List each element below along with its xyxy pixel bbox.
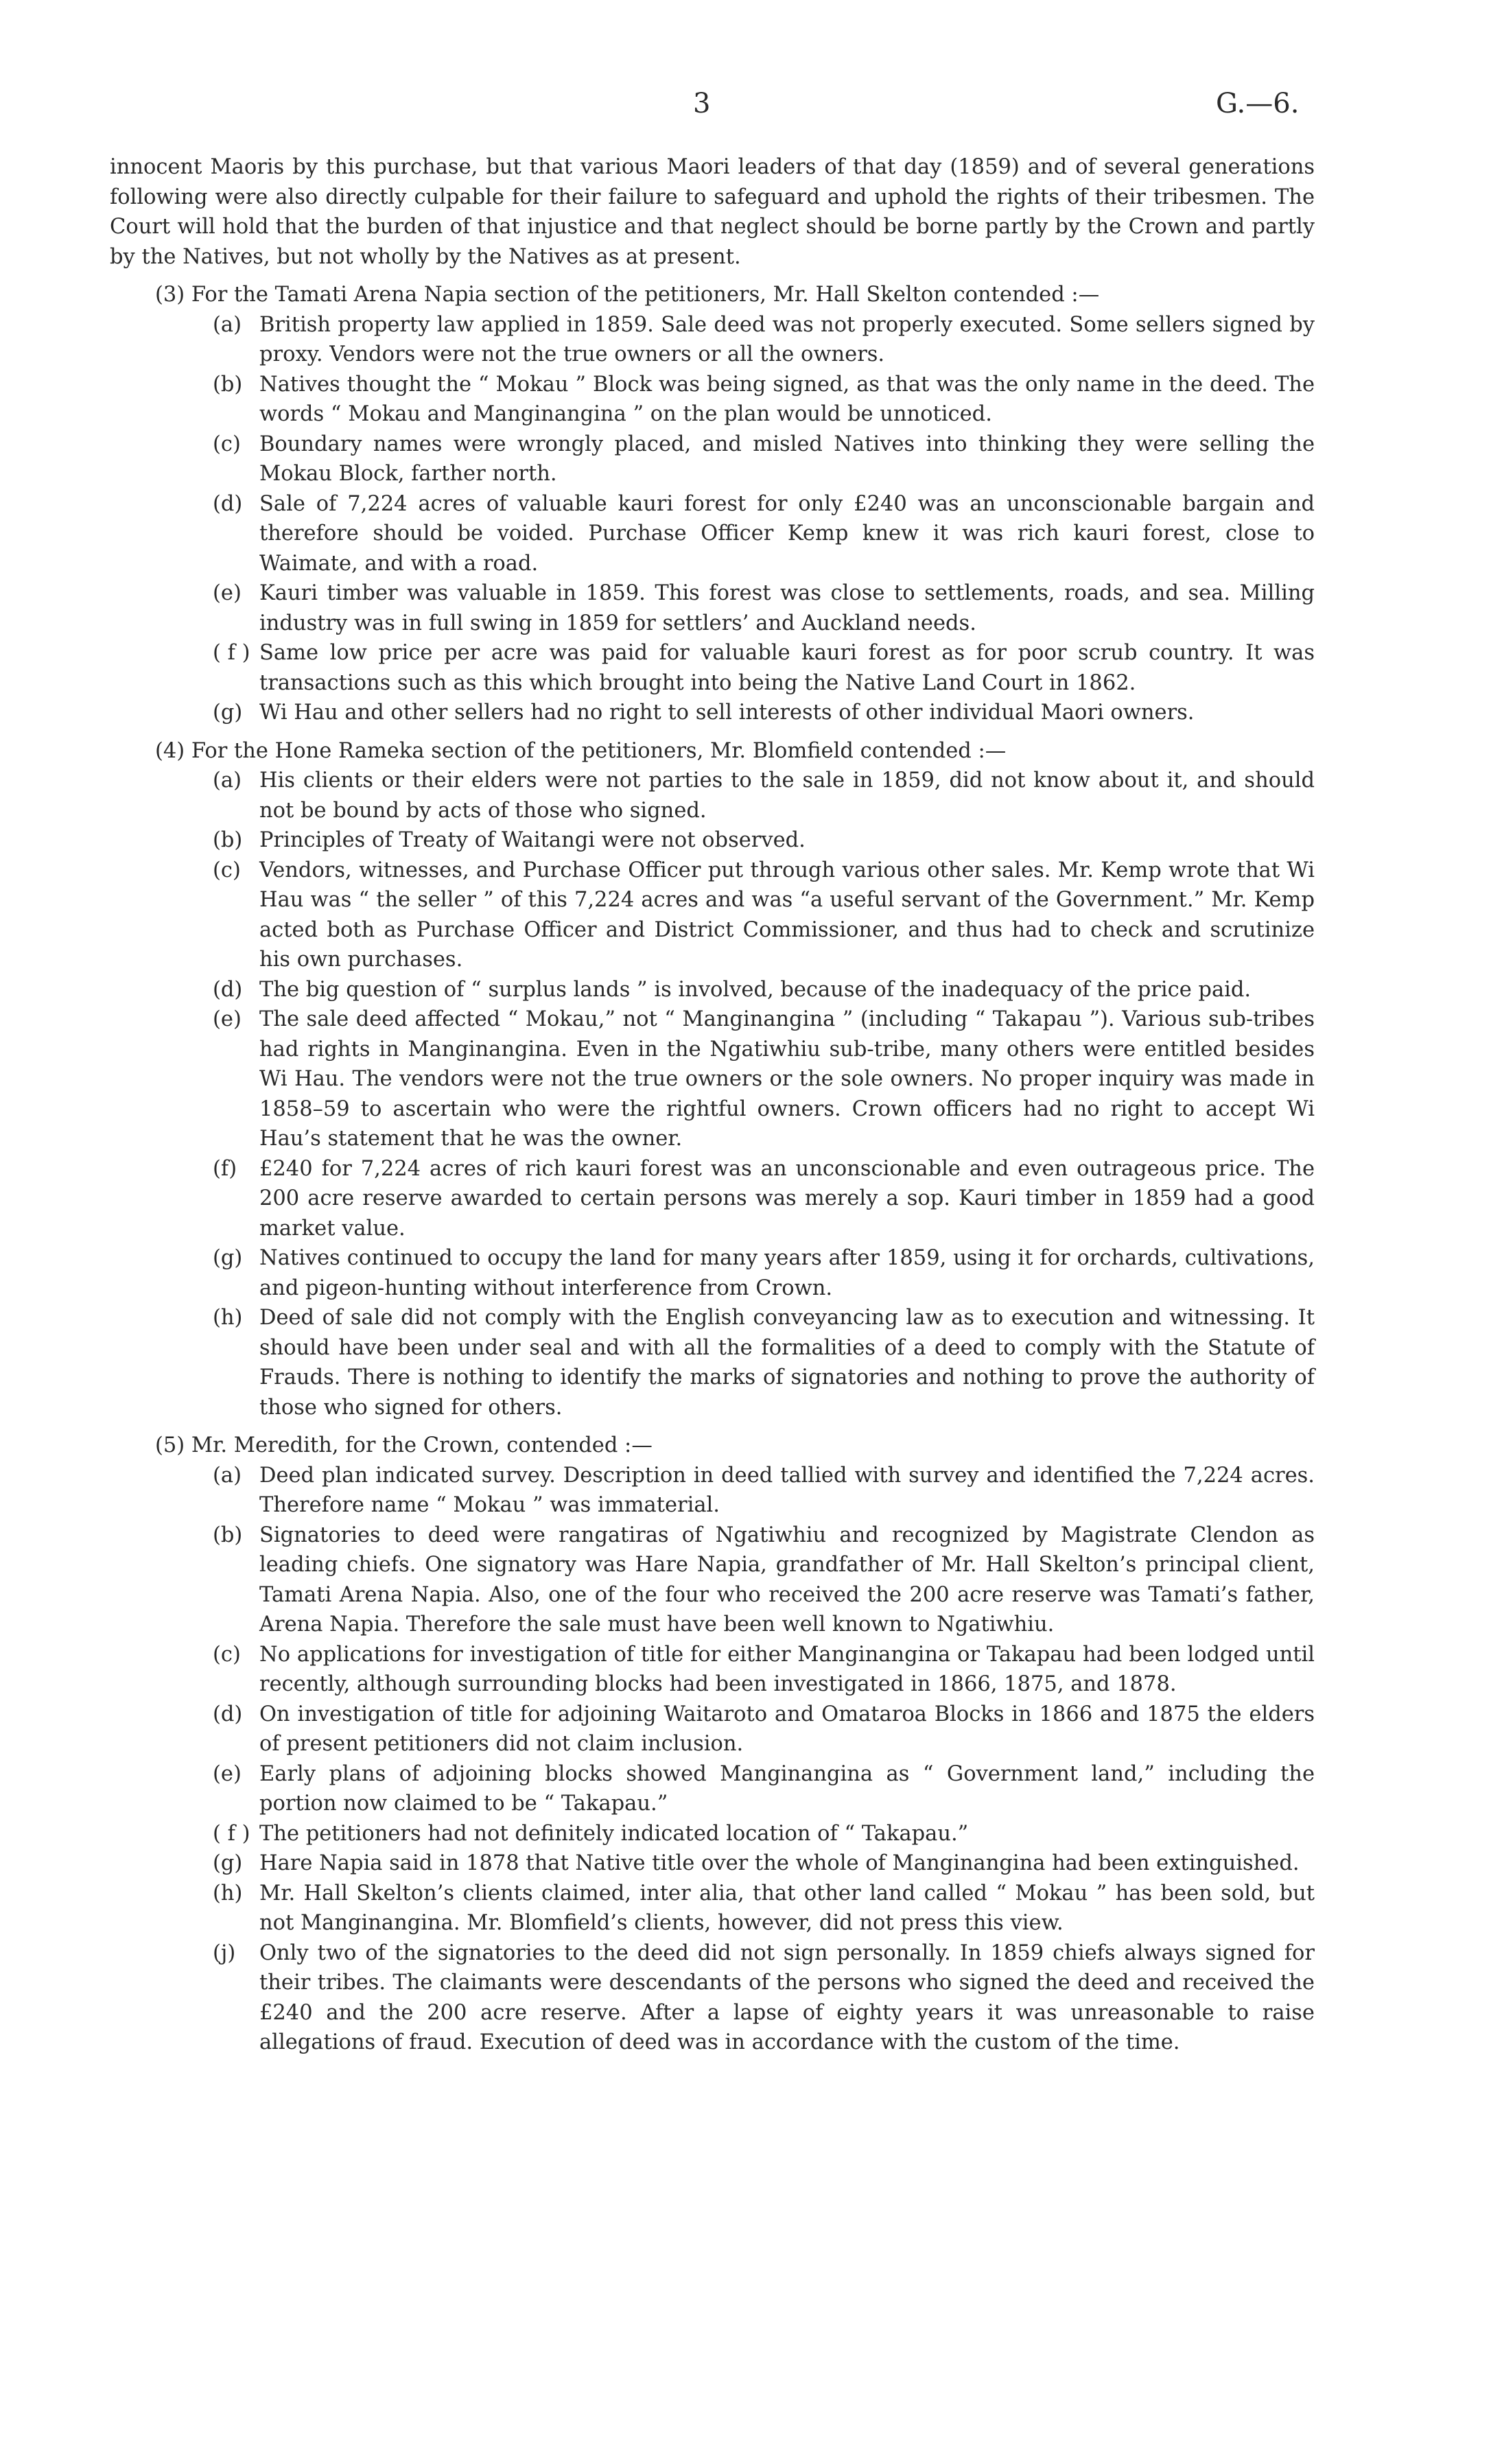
contention-item — [110, 489, 1315, 579]
item-label: (c) — [213, 1642, 241, 1667]
item-text: £240 for 7,224 acres of rich kauri forest was an unconscionable and even outrageous price. The 200 acre reserve awarded to certain persons was merely a sop. Kauri timber in 1859 had a good market value. — [259, 1156, 1315, 1241]
contention-item — [110, 975, 1315, 1005]
item-text: Wi Hau and other sellers had no right to sell interests of other individual Maori owners. — [259, 701, 1195, 725]
contention-list — [110, 766, 1315, 1422]
item-text: Deed plan indicated survey. Description in deed tallied with survey and identified the 7,224 acres. Therefore name “ Mokau ” was immaterial. — [259, 1463, 1315, 1517]
contention-item — [110, 1819, 1315, 1849]
intro-paragraph: innocent Maoris by this purchase, but that various Maori leaders of that day (1859) and of several generations following were also directly culpable for their failure to safeguard and uphold the rights of their tribesmen. The Court will hold that the burden of that injustice and that neglect should be borne partly by the Crown and partly by the Natives, but not wholly by the Natives as at present. — [110, 155, 1315, 269]
contention-item — [110, 1461, 1315, 1521]
item-label: (f) — [213, 1156, 237, 1181]
item-label: (a) — [213, 1463, 242, 1488]
contention-item — [110, 638, 1315, 698]
contention-item — [110, 698, 1315, 728]
item-text: Natives thought the “ Mokau ” Block was being signed, as that was the only name in the deed. The words “ Mokau and Manginangina ” on the plan would be unnoticed. — [259, 372, 1315, 426]
item-label: (g) — [213, 701, 243, 725]
item-text: Principles of Treaty of Waitangi were not observed. — [259, 828, 806, 852]
item-text: No applications for investigation of title for either Manginangina or Takapau had been lodged until recently, although surrounding blocks had been investigated in 1866, 1875, and 1878. — [259, 1642, 1315, 1696]
sections-container — [110, 280, 1315, 2058]
item-text: Vendors, witnesses, and Purchase Officer put through various other sales. Mr. Kemp wrote that Wi Hau was “ the seller ” of this 7,224 acres and was “a useful servant of the Government.” Mr. Kemp acted both as Purchase Officer and District Commissioner, and thus had to check and scrutinize his own purchases. — [259, 858, 1315, 972]
contention-item — [110, 1521, 1315, 1640]
contention-item — [110, 1700, 1315, 1759]
item-label: (e) — [213, 1007, 242, 1031]
contention-list — [110, 310, 1315, 728]
page-number: 3 — [693, 88, 711, 119]
item-text: Natives continued to occupy the land for many years after 1859, using it for orchards, cultivations, and pigeon-hunting without interference from Crown. — [259, 1246, 1315, 1300]
contention-item — [110, 370, 1315, 430]
item-label: (d) — [213, 491, 243, 516]
item-label: (g) — [213, 1246, 243, 1270]
section-heading: (3) For the Tamati Arena Napia section of the petitioners, Mr. Hall Skelton contended :— — [155, 283, 1100, 307]
item-label: (h) — [213, 1881, 243, 1905]
item-label: (e) — [213, 581, 242, 605]
item-label: (c) — [213, 858, 241, 882]
item-text: On investigation of title for adjoining Waitaroto and Omataroa Blocks in 1866 and 1875 the elders of present petitioners did not claim inclusion. — [259, 1702, 1315, 1756]
item-text: Mr. Hall Skelton’s clients claimed, inter alia, that other land called “ Mokau ” has been sold, but not Manginangina. Mr. Blomfield’s clients, however, did not press this view. — [259, 1881, 1315, 1935]
item-text: Hare Napia said in 1878 that Native title over the whole of Manginangina had been extinguished. — [259, 1851, 1300, 1875]
contention-item — [110, 1243, 1315, 1303]
contention-item — [110, 1849, 1315, 1879]
contention-item — [110, 1303, 1315, 1422]
item-text: The sale deed affected “ Mokau,” not “ Manginangina ” (including “ Takapau ”). Various sub-tribes had rights in Manginangina. Even in the Ngatiwhiu sub-tribe, many others were entitled besides Wi Hau. The vendors were not the true owners or the sole owners. No proper inquiry was made in 1858–59 to ascertain who were the rightful owners. Crown officers had no right to accept Wi Hau’s statement that he was the owner. — [259, 1007, 1315, 1151]
contention-item — [110, 1005, 1315, 1154]
item-label: (b) — [213, 828, 243, 852]
contention-item — [110, 310, 1315, 370]
item-text: The petitioners had not definitely indicated location of “ Takapau.” — [259, 1821, 969, 1846]
document-reference: G.—6. — [1216, 88, 1300, 119]
item-text: Sale of 7,224 acres of valuable kauri forest for only £240 was an unconscionable bargain and therefore should be voided. Purchase Officer Kemp knew it was rich kauri forest, close to Waimate, and with a road. — [259, 491, 1315, 576]
item-label: (c) — [213, 432, 241, 456]
item-text: Deed of sale did not comply with the English conveyancing law as to execution and witnessing. It should have been under seal and with all the formalities of a deed to comply with the Statute of Frauds. There is nothing to identify the marks of signatories and nothing to prove the authority of those who signed for others. — [259, 1306, 1315, 1420]
item-label: (a) — [213, 312, 242, 337]
contention-item — [110, 1640, 1315, 1700]
contention-item — [110, 766, 1315, 825]
item-text: Early plans of adjoining blocks showed Manginangina as “ Government land,” including the portion now claimed to be “ Takapau.” — [259, 1761, 1315, 1816]
contention-section — [110, 280, 1315, 728]
item-label: (a) — [213, 768, 242, 793]
contention-section — [110, 1431, 1315, 2058]
item-label: (j) — [213, 1940, 236, 1965]
item-text: Signatories to deed were rangatiras of Ngatiwhiu and recognized by Magistrate Clendon as leading chiefs. One signatory was Hare Napia, grandfather of Mr. Hall Skelton’s principal client, Tamati Arena Napia. Also, one of the four who received the 200 acre reserve was Tamati’s father, Arena Napia. Therefore the sale must have been well known to Ngatiwhiu. — [259, 1523, 1315, 1636]
item-label: (b) — [213, 372, 243, 397]
contention-section — [110, 736, 1315, 1423]
contention-item — [110, 825, 1315, 856]
item-text: British property law applied in 1859. Sale deed was not properly executed. Some sellers signed by proxy. Vendors were not the true owners or all the owners. — [259, 312, 1315, 366]
item-label: (d) — [213, 977, 243, 1002]
section-heading: (4) For the Hone Rameka section of the petitioners, Mr. Blomfield contended :— — [155, 738, 1007, 763]
item-text: Kauri timber was valuable in 1859. This forest was close to settlements, roads, and sea. Milling industry was in full swing in 1859 for settlers’ and Auckland needs. — [259, 581, 1315, 635]
item-text: Only two of the signatories to the deed did not sign personally. In 1859 chiefs always signed for their tribes. The claimants were descendants of the persons who signed the deed and received the £240 and the 200 acre reserve. After a lapse of eighty years it was unreasonable to raise allegations of fraud. Execution of deed was in accordance with the custom of the time. — [259, 1940, 1315, 2054]
document-body — [110, 152, 1315, 2058]
item-label: ( f ) — [213, 1821, 250, 1846]
item-label: (g) — [213, 1851, 243, 1875]
contention-item — [110, 430, 1315, 489]
item-label: (d) — [213, 1702, 243, 1726]
contention-item — [110, 856, 1315, 975]
contention-item — [110, 1938, 1315, 2058]
contention-item — [110, 1759, 1315, 1819]
item-text: The big question of “ surplus lands ” is involved, because of the inadequacy of the price paid. — [259, 977, 1252, 1002]
contention-item — [110, 1154, 1315, 1244]
contention-item — [110, 1879, 1315, 1938]
item-text: Boundary names were wrongly placed, and misled Natives into thinking they were selling the Mokau Block, farther north. — [259, 432, 1315, 486]
section-heading: (5) Mr. Meredith, for the Crown, contended :— — [155, 1433, 653, 1457]
item-label: (e) — [213, 1761, 242, 1786]
item-text: Same low price per acre was paid for valuable kauri forest as for poor scrub country. It was transactions such as this which brought into being the Native Land Court in 1862. — [259, 641, 1315, 695]
contention-list — [110, 1461, 1315, 2058]
item-text: His clients or their elders were not parties to the sale in 1859, did not know about it, and should not be bound by acts of those who signed. — [259, 768, 1315, 823]
item-label: ( f ) — [213, 641, 250, 665]
contention-item — [110, 578, 1315, 638]
item-label: (h) — [213, 1306, 243, 1330]
item-label: (b) — [213, 1523, 243, 1547]
